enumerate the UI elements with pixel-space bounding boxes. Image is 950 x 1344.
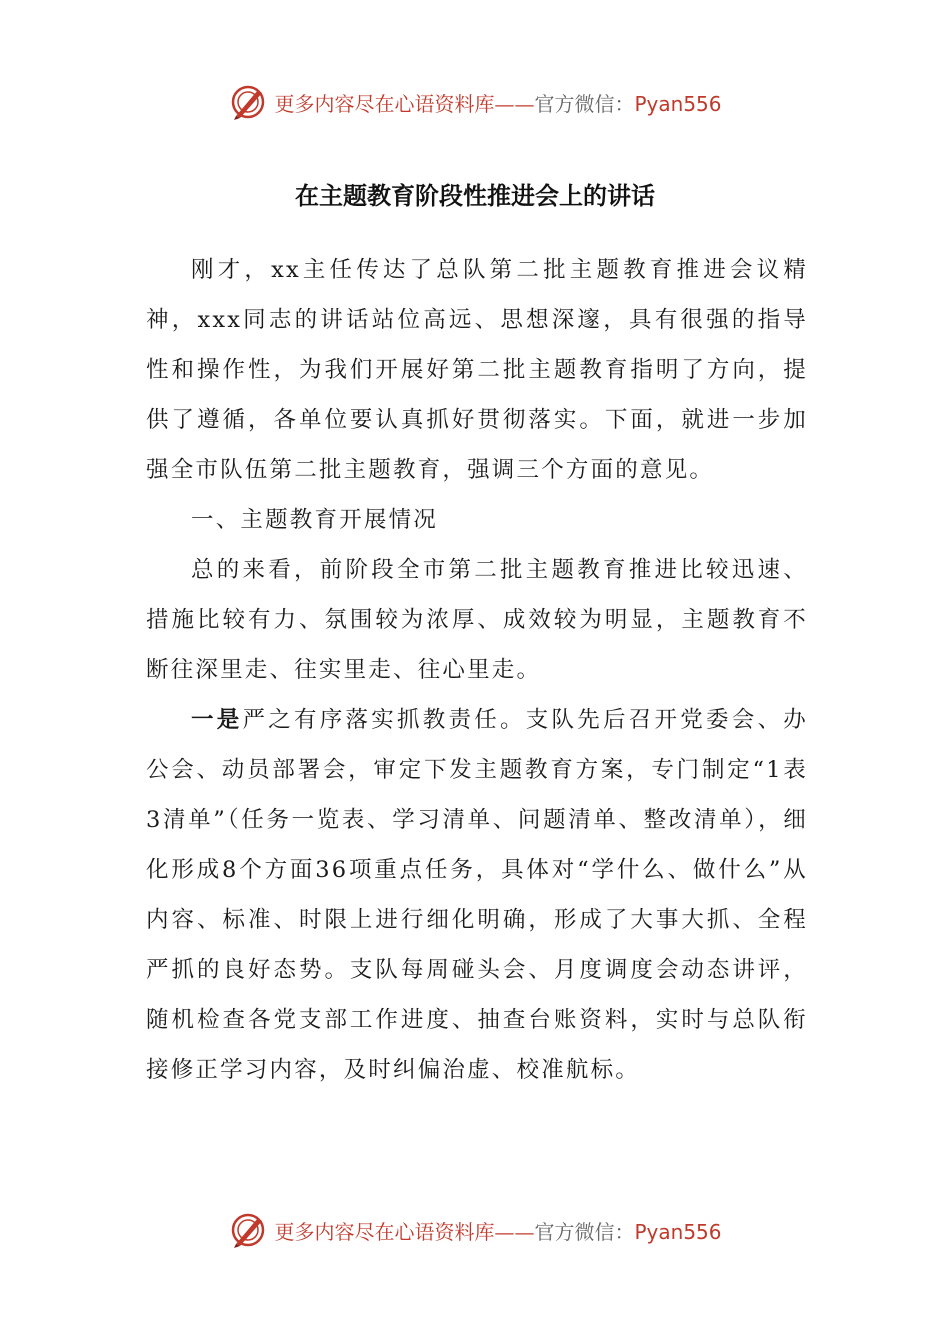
banner-wechat-label: 官方微信： [534, 1219, 635, 1244]
paragraph-point-1 [146, 695, 808, 1095]
banner-site-text: 更多内容尽在心语资料库 [274, 91, 495, 116]
header-banner [0, 82, 950, 122]
point-1-text: 严之有序落实抓教责任。支队先后召开党委会、办公会、动员部署会，审定下发主题教育方案，专门制定“1表3清单”（任务一览表、学习清单、问题清单、整改清单），细化形成8个方面36项重点任务，具体对“学什么、做什么”从内容、标准、时限上进行细化明确，形成了大事大抓、全程严抓的良好态势。支队每周碰头会、月度调度会动态讲评，随机检查各党支部工作进度、抽查台账资料，实时与总队衔接修正学习内容，及时纠偏治虚、校准航标。 [146, 707, 809, 1083]
banner-wechat-id: Pyan556 [634, 91, 722, 116]
banner-wechat-id: Pyan556 [634, 1219, 722, 1244]
paragraph-overview: 总的来看，前阶段全市第二批主题教育推进比较迅速、措施比较有力、氛围较为浓厚、成效较为明显，主题教育不断往深里走、往实里走、往心里走。 [146, 557, 808, 683]
banner-text [274, 1216, 721, 1245]
section-heading-1: 一、主题教育开展情况 [191, 507, 439, 533]
banner-wechat-label: 官方微信： [534, 91, 635, 116]
paragraph-intro: 刚才，xx主任传达了总队第二批主题教育推进会议精神，xxx同志的讲话站位高远、思想深邃，具有很强的指导性和操作性，为我们开展好第二批主题教育指明了方向，提供了遵循，各单位要认真抓好贯彻落实。下面，就进一步加强全市队伍第二批主题教育，强调三个方面的意见。 [146, 257, 808, 483]
banner-text [274, 88, 721, 117]
point-1-lead: 一是 [191, 707, 243, 733]
banner-dash: —— [494, 1219, 535, 1244]
document-body [146, 245, 808, 1095]
banner-dash: —— [494, 91, 535, 116]
pen-logo-icon [228, 82, 268, 122]
pen-logo-icon [228, 1210, 268, 1250]
banner-site-text: 更多内容尽在心语资料库 [274, 1219, 495, 1244]
document-title: 在主题教育阶段性推进会上的讲话 [295, 182, 655, 210]
footer-banner [0, 1210, 950, 1250]
